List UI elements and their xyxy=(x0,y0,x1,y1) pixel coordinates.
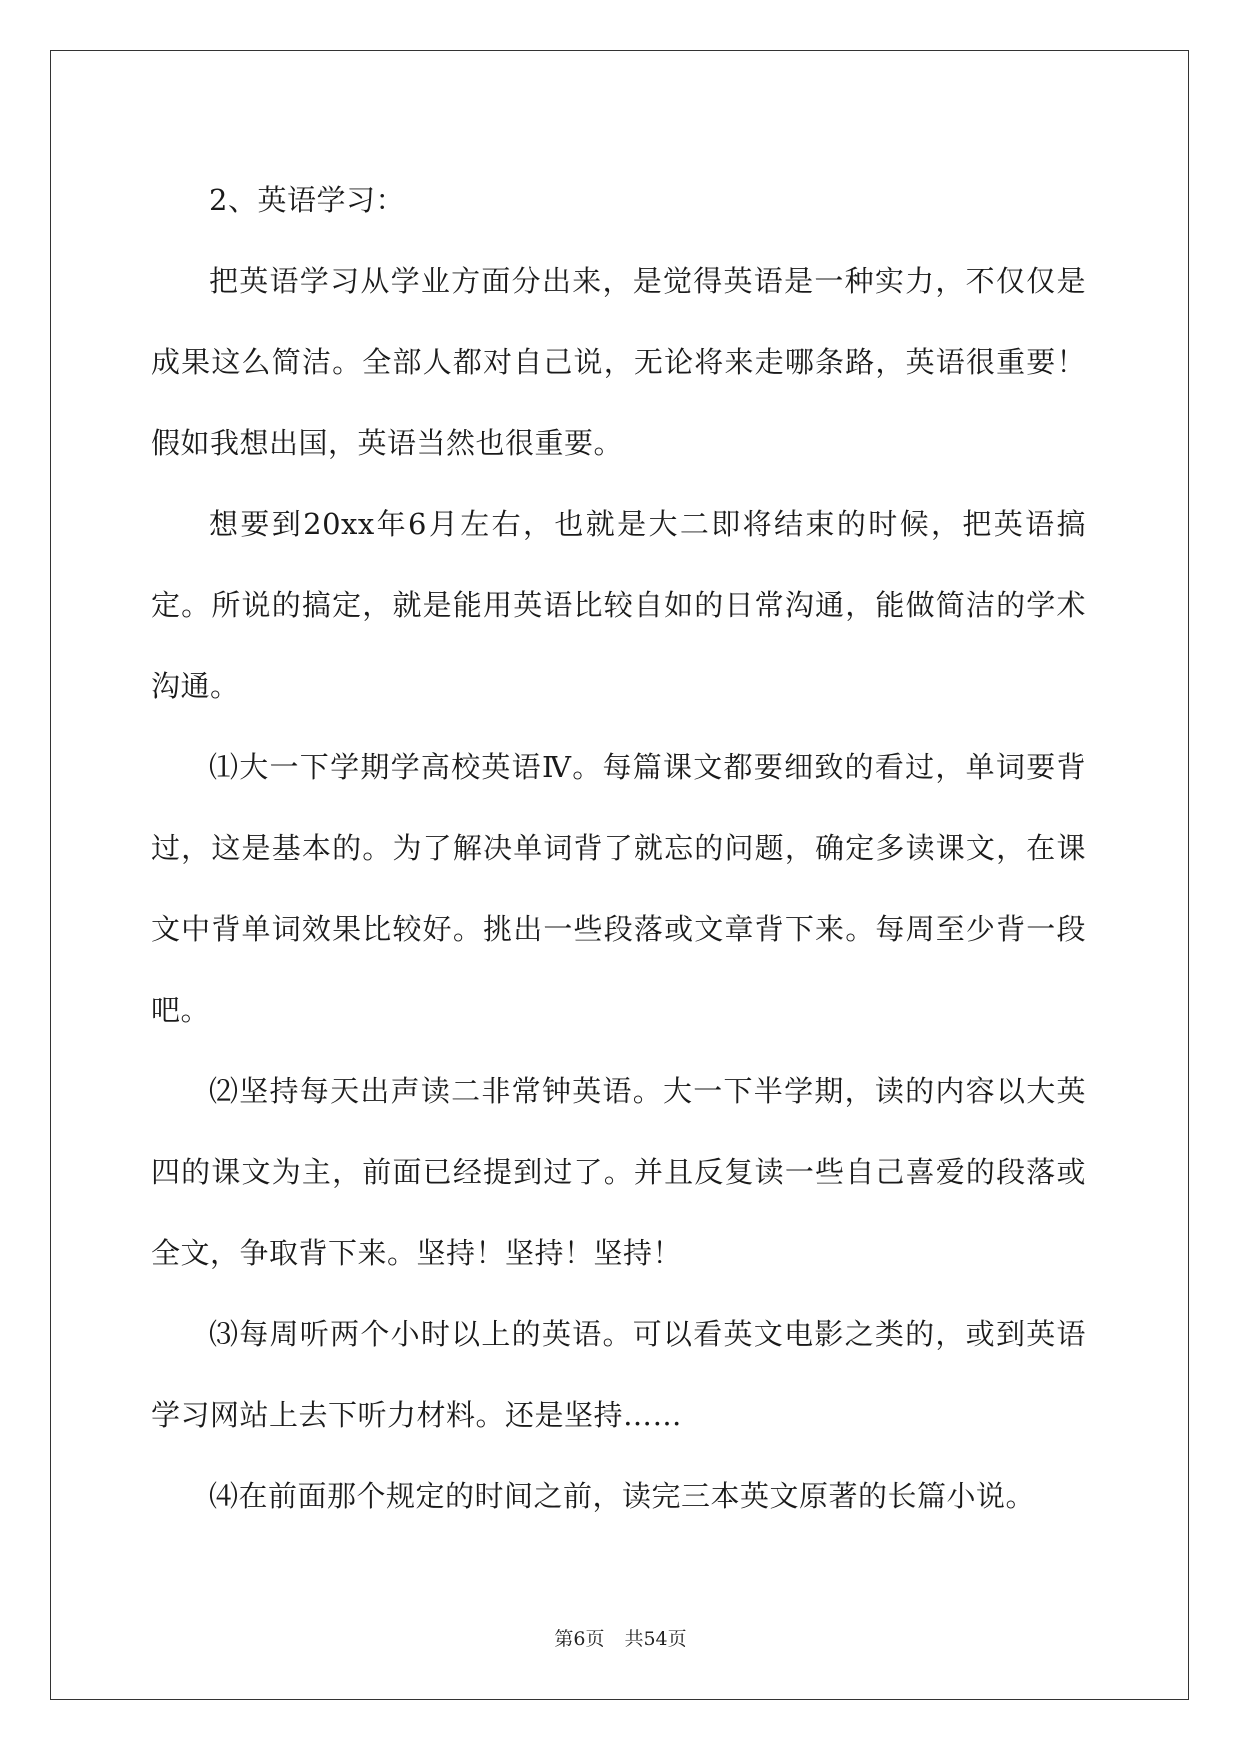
document-body xyxy=(151,160,1086,1537)
paragraph: 想要到20xx年6月左右，也就是大二即将结束的时候，把英语搞定。所说的搞定，就是能用英语比较自如的日常沟通，能做简洁的学术沟通。 xyxy=(151,507,1086,703)
page-footer xyxy=(0,1624,1241,1651)
page-number: 第6页 xyxy=(554,1628,605,1650)
page-total: 共54页 xyxy=(624,1628,687,1650)
section-heading: 2、英语学习： xyxy=(209,183,405,217)
list-item: ⑶每周听两个小时以上的英语。可以看英文电影之类的，或到英语学习网站上去下听力材料。还是坚持…… xyxy=(151,1317,1086,1432)
list-item: ⑵坚持每天出声读二非常钟英语。大一下半学期，读的内容以大英四的课文为主，前面已经提到过了。并且反复读一些自己喜爱的段落或全文，争取背下来。坚持！坚持！坚持！ xyxy=(151,1074,1086,1270)
list-item: ⑴大一下学期学高校英语Ⅳ。每篇课文都要细致的看过，单词要背过，这是基本的。为了解决单词背了就忘的问题，确定多读课文，在课文中背单词效果比较好。挑出一些段落或文章背下来。每周至少背一段吧。 xyxy=(151,750,1086,1027)
list-item: ⑷在前面那个规定的时间之前，读完三本英文原著的长篇小说。 xyxy=(209,1479,1036,1513)
paragraph: 把英语学习从学业方面分出来，是觉得英语是一种实力，不仅仅是成果这么简洁。全部人都对自己说，无论将来走哪条路，英语很重要！假如我想出国，英语当然也很重要。 xyxy=(151,264,1086,460)
